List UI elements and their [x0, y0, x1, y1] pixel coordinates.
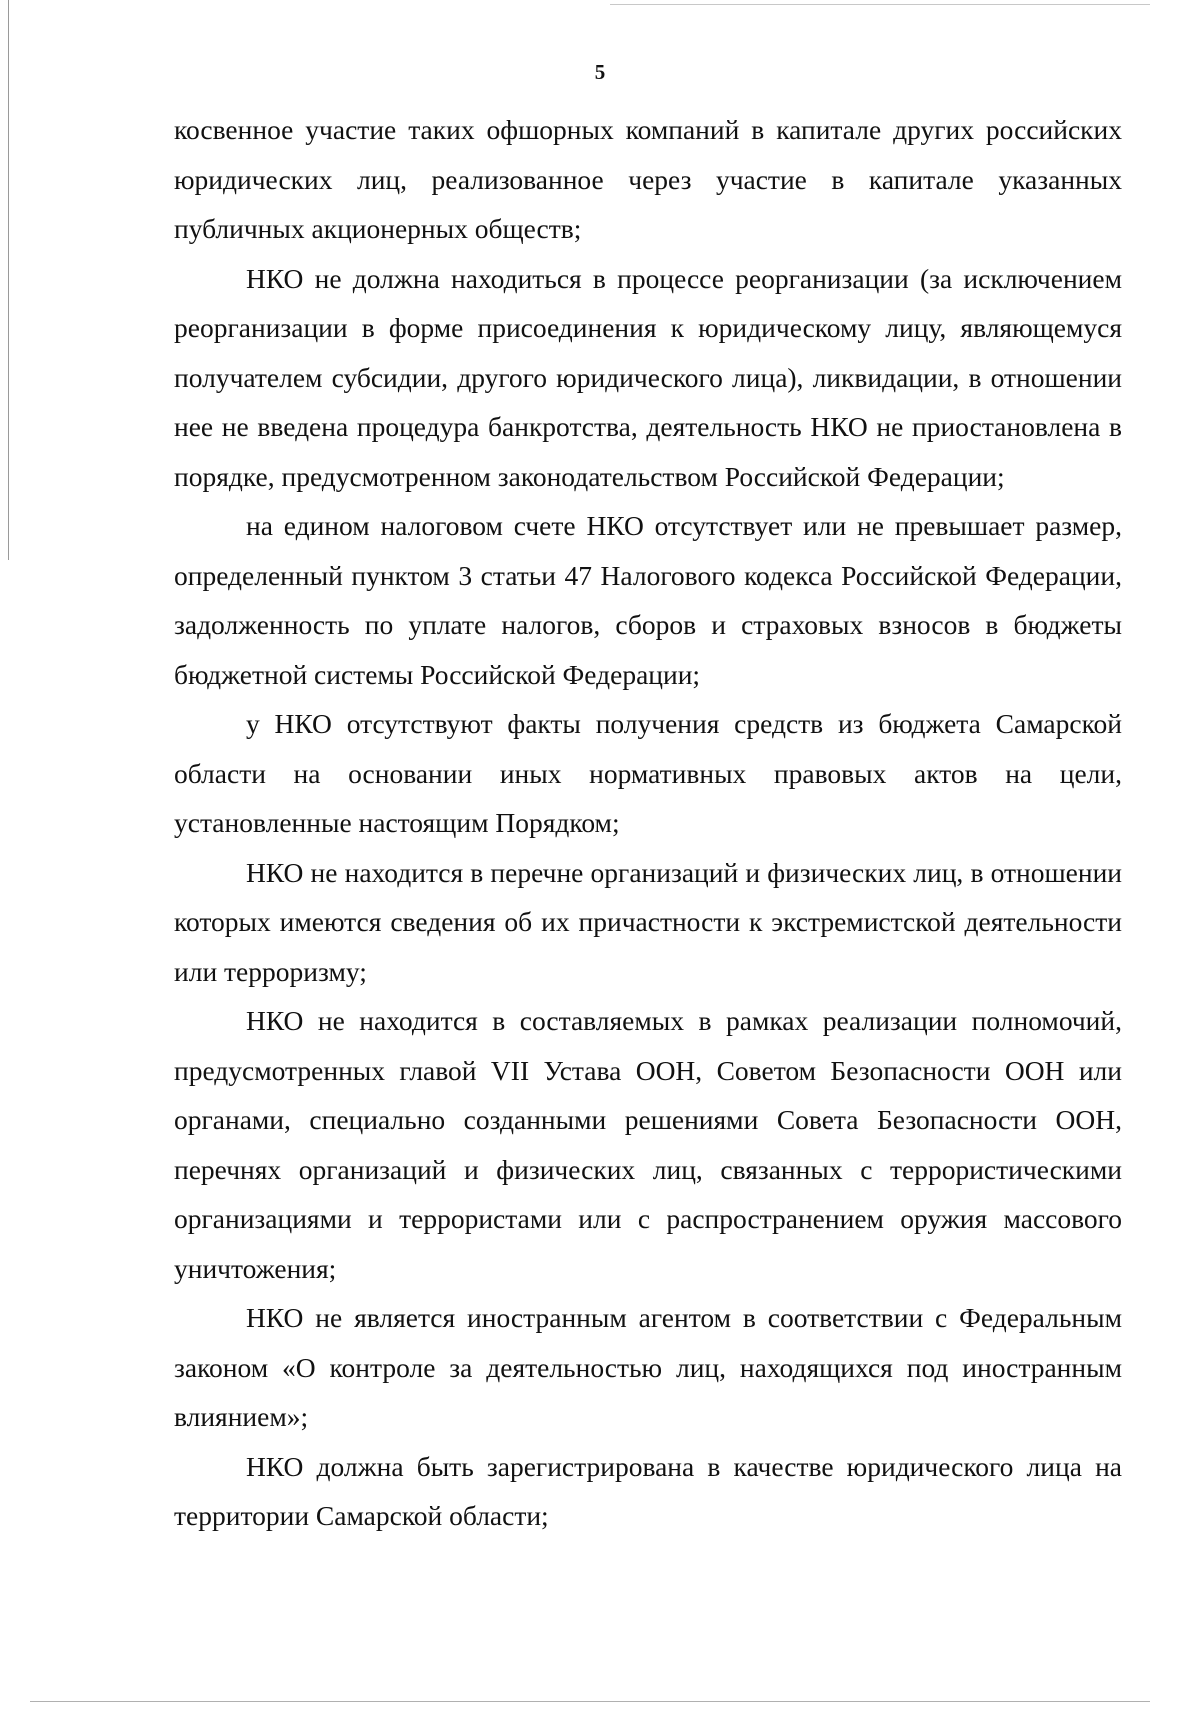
paragraph-offshore-participation: косвенное участие таких офшорных компаний в капитале других российских юридических лиц, реализованное через участие в капитале указанных публичных акционерных обществ; [174, 114, 1122, 244]
document-body [174, 105, 1122, 1541]
paragraph-extremism-list: НКО не находится в перечне организаций и физических лиц, в отношении которых имеются сведения об их причастности к экстремистской деятельности или терроризму; [174, 856, 1122, 987]
paragraph-foreign-agent: НКО не является иностранным агентом в соответствии с Федеральным законом «О контроле за деятельностью лиц, находящихся под иностранным влиянием»; [174, 1302, 1122, 1432]
page-number: 5 [594, 60, 606, 84]
paragraph-registration: НКО должна быть зарегистрирована в качестве юридического лица на территории Самарской области; [174, 1450, 1122, 1531]
paragraph-un-lists: НКО не находится в составляемых в рамках реализации полномочий, предусмотренных главой VII Устава ООН, Советом Безопасности ООН или органами, специально созданными решениями Совета Безопасности ООН, перечнях организаций и физических лиц, связанных с террористическими организациями и террористами или с распространением оружия массового уничтожения; [174, 1005, 1122, 1284]
scan-edge-bottom [30, 1701, 1150, 1702]
paragraph-tax-debt: на едином налоговом счете НКО отсутствует или не превышает размер, определенный пунктом 3 статьи 47 Налогового кодекса Российской Федерации, задолженность по уплате налогов, сборов и страховых взносов в бюджеты бюджетной системы Российской Федерации; [174, 510, 1122, 690]
scan-edge-top [610, 4, 1150, 5]
paragraph-budget-funds: у НКО отсутствуют факты получения средств из бюджета Самарской области на основании иных нормативных правовых актов на цели, установленные настоящим Порядком; [174, 708, 1122, 838]
paragraph-reorganization: НКО не должна находиться в процессе реорганизации (за исключением реорганизации в форме присоединения к юридическому лицу, являющемуся получателем субсидии, другого юридического лица), ликвидации, в отношении нее не введена процедура банкротства, деятельность НКО не приостановлена в порядке, предусмотренном законодательством Российской Федерации; [174, 262, 1122, 492]
